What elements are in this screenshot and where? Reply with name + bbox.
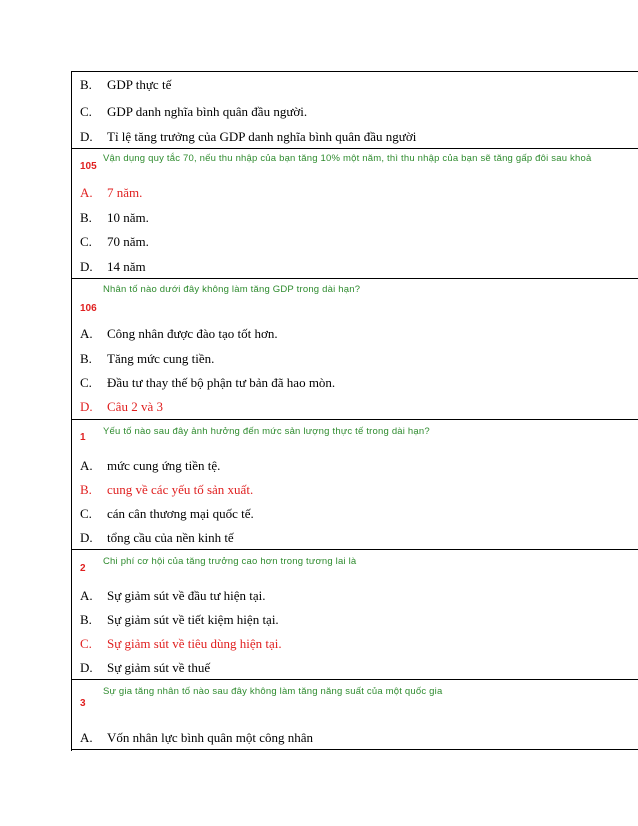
question-number: 106 <box>80 303 97 314</box>
row-divider <box>72 148 638 149</box>
question-number: 3 <box>80 698 86 709</box>
option-c: C. GDP danh nghĩa bình quân đầu người. <box>80 104 308 119</box>
option-b-correct: B. cung về các yếu tố sản xuất. <box>80 482 254 497</box>
option-c: C. 70 năm. <box>80 234 149 249</box>
row-divider <box>72 419 638 420</box>
option-c: C. cán cân thương mại quốc tế. <box>80 506 254 521</box>
quiz-table <box>71 71 638 751</box>
option-d-correct: D. Câu 2 và 3 <box>80 399 163 414</box>
row-divider <box>72 749 638 750</box>
option-b: B. Tăng mức cung tiền. <box>80 351 215 366</box>
row-divider <box>72 71 638 72</box>
option-a: A. Sự giảm sút về đầu tư hiện tại. <box>80 588 266 603</box>
option-d: D. 14 năm <box>80 259 146 274</box>
option-d: D. Tỉ lệ tăng trưởng của GDP danh nghĩa bình quân đầu người <box>80 129 417 144</box>
option-b: B. 10 năm. <box>80 210 149 225</box>
option-b: B. Sự giảm sút về tiết kiệm hiện tại. <box>80 612 279 627</box>
row-divider <box>72 549 638 550</box>
option-a: A. Công nhân được đào tạo tốt hơn. <box>80 326 278 341</box>
question-number: 105 <box>80 161 97 172</box>
row-divider <box>72 278 638 279</box>
question-number: 1 <box>80 432 86 443</box>
question-text: Sự gia tăng nhân tố nào sau đây không làm tăng năng suất của một quốc gia <box>103 686 443 697</box>
option-d: D. tổng cầu của nền kinh tế <box>80 530 234 545</box>
option-b: B. GDP thực tế <box>80 77 172 92</box>
option-d: D. Sự giảm sút về thuế <box>80 660 211 675</box>
question-text: Chi phí cơ hội của tăng trưởng cao hơn trong tương lai là <box>103 556 357 567</box>
option-a: A. mức cung ứng tiền tệ. <box>80 458 221 473</box>
question-text: Yếu tố nào sau đây ảnh hưởng đến mức sản lượng thực tế trong dài hạn? <box>103 426 430 437</box>
question-text: Vận dụng quy tắc 70, nếu thu nhập của bạn tăng 10% một năm, thì thu nhập của bạn sẽ tăng gấp đôi sau khoả <box>103 153 592 164</box>
option-a-correct: A. 7 năm. <box>80 185 143 200</box>
option-a: A. Vốn nhân lực bình quân một công nhân <box>80 730 313 745</box>
row-divider <box>72 679 638 680</box>
option-c-correct: C. Sự giảm sút về tiêu dùng hiện tại. <box>80 636 282 651</box>
question-number: 2 <box>80 563 86 574</box>
option-c: C. Đầu tư thay thế bộ phận tư bản đã hao mòn. <box>80 375 336 390</box>
question-text: Nhân tố nào dưới đây không làm tăng GDP trong dài hạn? <box>103 284 361 295</box>
